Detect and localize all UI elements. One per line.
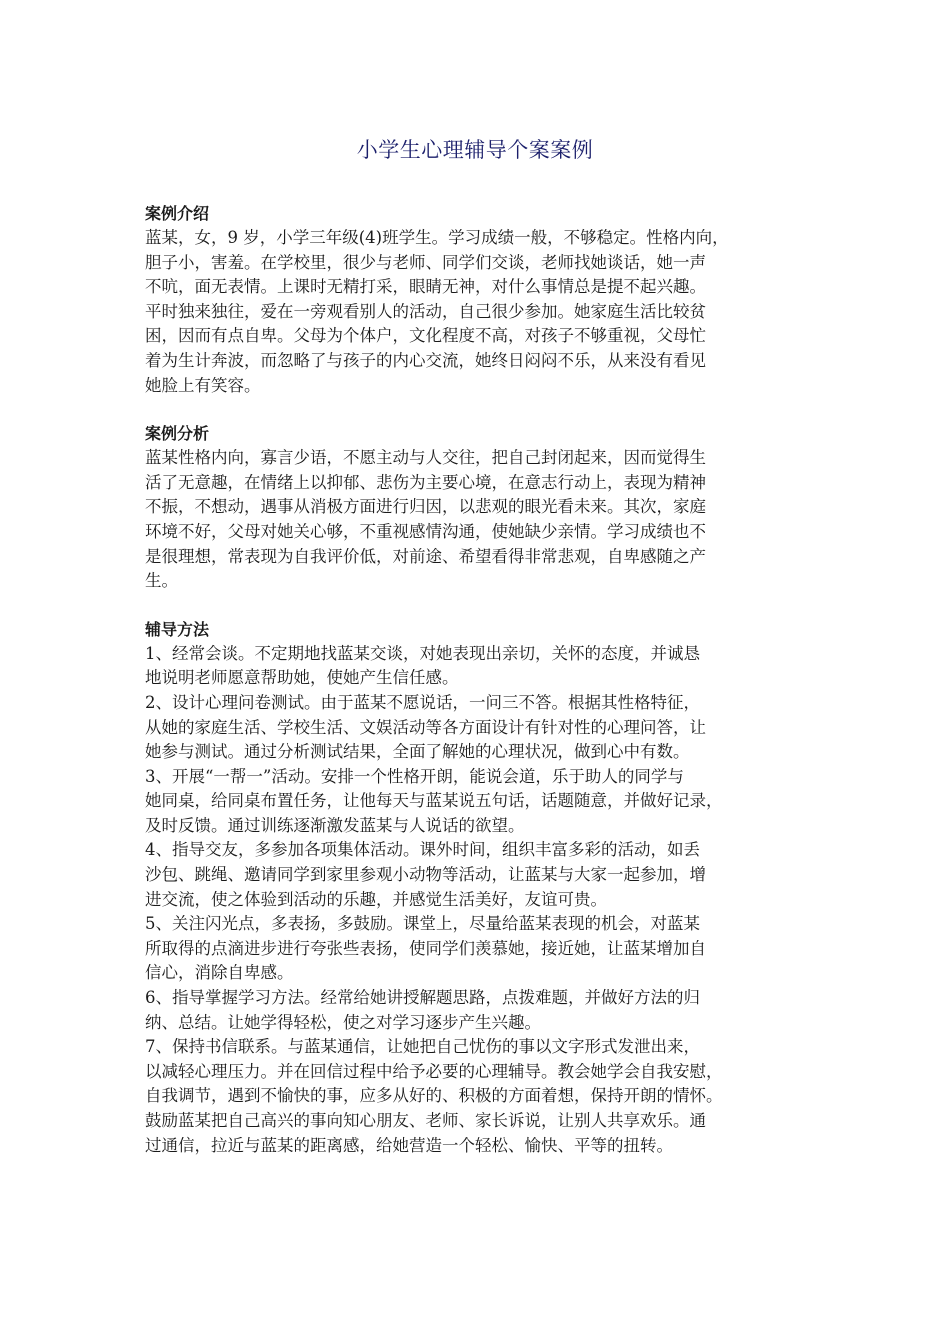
section-heading: 案例分析	[145, 424, 210, 444]
paragraph-line: 她脸上有笑容。	[145, 375, 261, 395]
paragraph-line: 她参与测试。通过分析测试结果，全面了解她的心理状况，做到心中有数。	[145, 742, 690, 762]
paragraph-line: 所取得的点滴进步进行夸张些表扬，使同学们羡慕她，接近她，让蓝某增加自	[145, 938, 706, 958]
paragraph-line: 进交流，使之体验到活动的乐趣，并感觉生活美好，友谊可贵。	[145, 889, 607, 909]
paragraph-line: 6、指导掌握学习方法。经常给她讲授解题思路，点拨难题，并做好方法的归	[145, 988, 700, 1008]
document-body	[145, 202, 813, 1158]
paragraph-line: 过通信，拉近与蓝某的距离感，给她营造一个轻松、愉快、平等的扭转。	[145, 1135, 673, 1155]
paragraph-line: 7、保持书信联系。与蓝某通信，让她把自己忧伤的事以文字形式发泄出来，	[145, 1037, 700, 1057]
paragraph-line: 鼓励蓝某把自己高兴的事向知心朋友、老师、家长诉说，让别人共享欢乐。通	[145, 1111, 706, 1130]
paragraph-line: 沙包、跳绳、邀请同学到家里参观小动物等活动，让蓝某与大家一起参加，增	[145, 865, 706, 885]
paragraph-line: 2、设计心理问卷测试。由于蓝某不愿说话，一问三不答。根据其性格特征，	[145, 692, 700, 712]
paragraph-line: 平时独来独往，爱在一旁观看别人的活动，自己很少参加。她家庭生活比较贫	[145, 301, 706, 321]
section-heading: 案例介绍	[145, 204, 210, 223]
paragraph-line: 困，因而有点自卑。父母为个体户，文化程度不高，对孩子不够重视，父母忙	[145, 326, 706, 346]
paragraph-line: 4、指导交友，多参加各项集体活动。课外时间，组织丰富多彩的活动，如丢	[145, 840, 700, 860]
paragraph-line: 活了无意趣，在情绪上以抑郁、悲伤为主要心境，在意志行动上，表现为精神	[145, 472, 706, 492]
paragraph-line: 着为生计奔波，而忽略了与孩子的内心交流，她终日闷闷不乐，从来没有看见	[145, 350, 706, 370]
paragraph-line: 从她的家庭生活、学校生活、文娱活动等各方面设计有针对性的心理问答，让	[145, 717, 706, 737]
section-counseling-methods	[145, 618, 813, 1158]
paragraph-line: 不振，不想动，遇事从消极方面进行归因，以悲观的眼光看未来。其次，家庭	[145, 497, 706, 517]
paragraph-line: 环境不好，父母对她关心够，不重视感情沟通，使她缺少亲情。学习成绩也不	[145, 521, 706, 541]
paragraph-line: 蓝某，女，9 岁，小学三年级(4)班学生。学习成绩一般，不够稳定。性格内向，	[145, 228, 729, 247]
paragraph-line: 以减轻心理压力。并在回信过程中给予必要的心理辅导。教会她学会自我安慰，	[145, 1061, 723, 1081]
document-title: 小学生心理辅导个案案例	[356, 138, 594, 162]
paragraph-line: 自我调节，遇到不愉快的事，应多从好的、积极的方面着想，保持开朗的情怀。	[145, 1086, 723, 1106]
section-case-intro	[145, 202, 813, 398]
section-heading: 辅导方法	[145, 619, 210, 639]
paragraph-line: 纳、总结。让她学得轻松，使之对学习逐步产生兴趣。	[145, 1012, 541, 1032]
paragraph-line: 蓝某性格内向，寡言少语，不愿主动与人交往，把自己封闭起来，因而觉得生	[145, 448, 706, 468]
paragraph-line: 信心，消除自卑感。	[145, 963, 294, 983]
paragraph-line: 及时反馈。通过训练逐渐激发蓝某与人说话的欲望。	[145, 815, 525, 835]
paragraph-line: 胆子小，害羞。在学校里，很少与老师、同学们交谈，老师找她谈话，她一声	[145, 252, 706, 272]
paragraph-line: 3、开展“一帮一”活动。安排一个性格开朗，能说会道，乐于助人的同学与	[145, 766, 684, 786]
paragraph-line: 5、关注闪光点，多表扬，多鼓励。课堂上，尽量给蓝某表现的机会，对蓝某	[145, 914, 700, 934]
section-spacer	[145, 398, 813, 422]
paragraph-line: 她同桌，给同桌布置任务，让他每天与蓝某说五句话，话题随意，并做好记录，	[145, 791, 723, 811]
paragraph-line: 不吭，面无表情。上课时无精打采，眼睛无神，对什么事情总是提不起兴趣。	[145, 277, 706, 297]
section-case-analysis	[145, 422, 813, 594]
paragraph-line: 1、经常会谈。不定期地找蓝某交谈，对她表现出亲切，关怀的态度，并诚恳	[145, 643, 700, 663]
section-spacer	[145, 594, 813, 618]
paragraph-line: 是很理想，常表现为自我评价低，对前途、希望看得非常悲观，自卑感随之产	[145, 546, 706, 566]
paragraph-line: 生。	[145, 571, 178, 591]
paragraph-line: 地说明老师愿意帮助她，使她产生信任感。	[145, 668, 459, 688]
